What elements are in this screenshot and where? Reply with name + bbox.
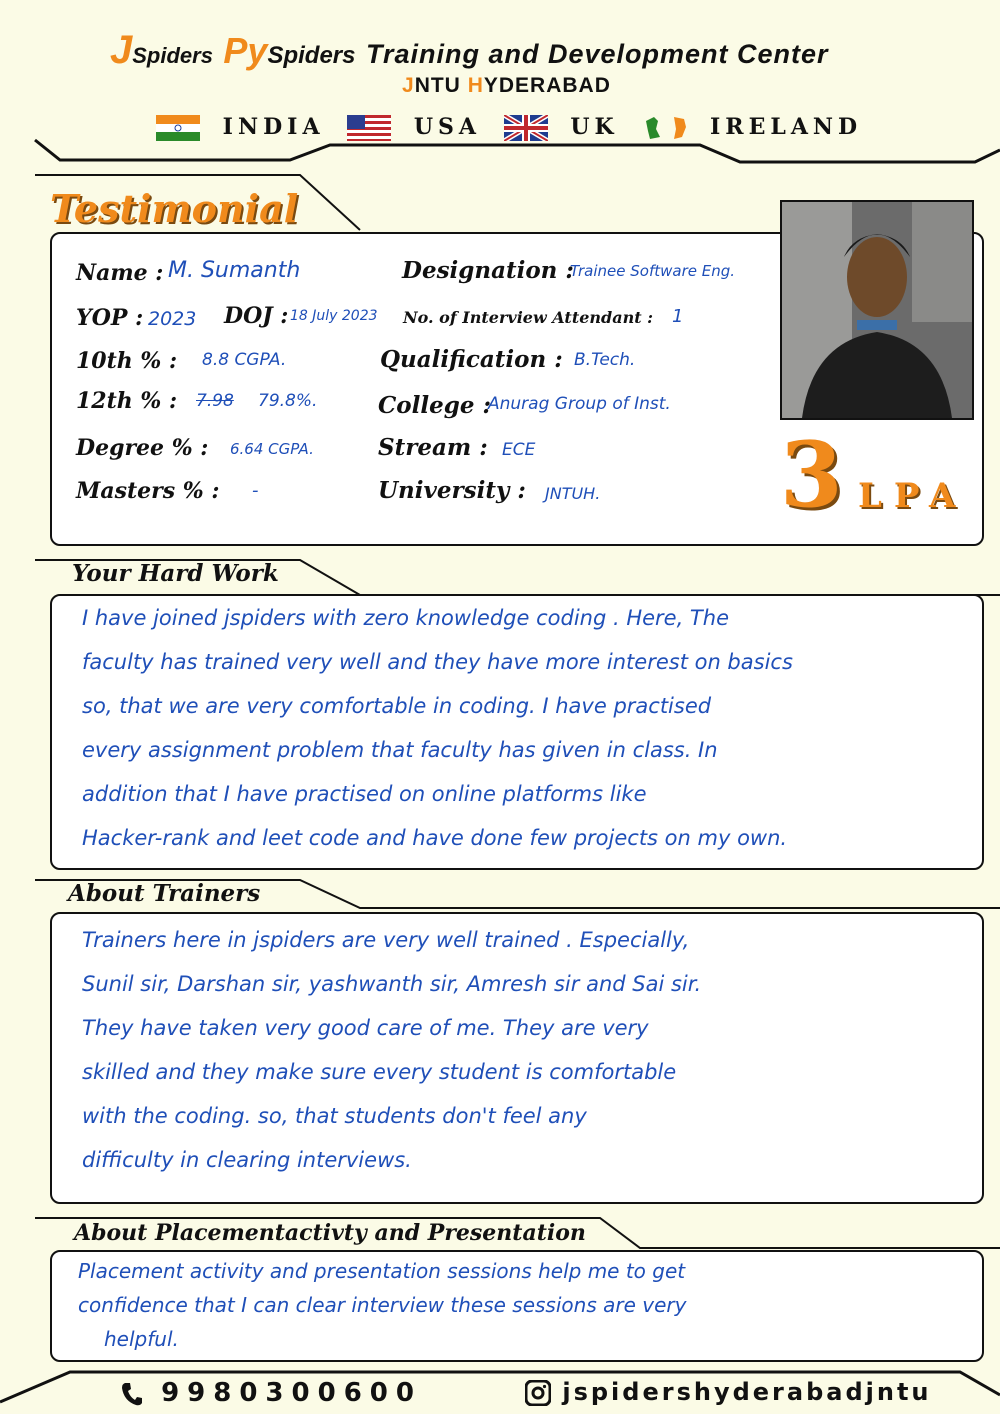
hard-work-text: I have joined jspiders with zero knowledge coding . Here, The faculty has trained very well and they have more interest on basics so, that we are very comfortable in coding. I have practised every assignment problem that faculty has given in class. In addition that I have practised on online platforms like Hacker-rank and leet code and have done few projects on my own. <box>82 606 793 850</box>
placement-text: Placement activity and presentation sessions help me to get confidence that I can clear interview these sessions are very helpful. <box>78 1259 687 1351</box>
degree-label: Degree % : <box>76 435 209 461</box>
stream-label: Stream : <box>378 434 488 461</box>
college-label: College : <box>378 392 491 419</box>
interview-count-label: No. of Interview Attendant : <box>403 308 654 327</box>
uk-flag-icon <box>504 115 548 141</box>
masters-label: Masters % : <box>76 478 220 504</box>
name-value: M. Sumanth <box>168 258 301 283</box>
country-ireland: IRELAND <box>710 114 863 140</box>
hard-work-title: Your Hard Work <box>72 560 279 587</box>
qualification-label: Qualification : <box>380 346 563 373</box>
phone-number: 9980300600 <box>161 1378 422 1408</box>
qualification-value: B.Tech. <box>574 350 636 370</box>
brand-jspiders-rest: Spiders <box>132 43 213 68</box>
trainers-text: Trainers here in jspiders are very well trained . Especially, Sunil sir, Darshan sir, yashwanth sir, Amresh sir and Sai sir. They have taken very good care of me. They are very skilled and they make sure every student is comfortable with the coding. so, that students don't feel any difficulty in clearing interviews. <box>82 928 702 1172</box>
instagram-handle: jspidershyderabadjntu <box>562 1378 932 1406</box>
designation-label: Designation : <box>402 257 574 284</box>
doj-label: DOJ : <box>224 303 289 329</box>
footer-phone <box>120 1378 422 1408</box>
university-value: JNTUH. <box>545 484 601 503</box>
usa-flag-icon <box>347 115 391 141</box>
college-value: Anurag Group of Inst. <box>488 394 671 414</box>
brand-j-letter: J <box>110 28 133 72</box>
doj-value: 18 July 2023 <box>290 308 378 324</box>
degree-value: 6.64 CGPA. <box>230 440 314 458</box>
tenth-value: 8.8 CGPA. <box>202 350 287 370</box>
university-label: University : <box>378 477 526 504</box>
yop-label: YOP : <box>76 305 144 331</box>
country-uk: UK <box>570 114 619 140</box>
header-title: Training and Development Center <box>365 39 829 69</box>
student-photo <box>780 200 974 420</box>
yop-value: 2023 <box>148 308 197 330</box>
country-india: INDIA <box>222 114 325 140</box>
footer-instagram <box>525 1378 932 1406</box>
twelfth-value: 79.8%. <box>258 391 318 411</box>
header-subtitle: JNTU HYDERABAD <box>402 74 611 97</box>
instagram-icon <box>525 1380 551 1406</box>
placement-title: About Placementactivty and Presentation <box>74 1220 586 1246</box>
trainers-title: About Trainers <box>68 880 261 907</box>
twelfth-label: 12th % : <box>76 388 178 414</box>
country-usa: USA <box>413 114 482 140</box>
ireland-map-icon <box>641 115 691 141</box>
stream-value: ECE <box>502 440 536 460</box>
phone-icon <box>120 1381 144 1407</box>
designation-value: Trainee Software Eng. <box>570 262 736 280</box>
name-label: Name : <box>76 260 164 286</box>
brand-py-letters: Py <box>223 30 268 71</box>
country-row <box>156 114 862 141</box>
brand-pyspiders-rest: Spiders <box>267 42 356 69</box>
header-brand <box>110 28 829 73</box>
package-unit: LPA <box>858 476 968 516</box>
india-flag-icon <box>156 115 200 141</box>
testimonial-heading: Testimonial <box>50 186 299 231</box>
masters-value: - <box>252 480 259 501</box>
interview-count-value: 1 <box>672 306 684 327</box>
twelfth-struck-value: 7.98 <box>196 391 234 411</box>
package-number: 3 <box>780 422 843 528</box>
tenth-label: 10th % : <box>76 348 178 374</box>
